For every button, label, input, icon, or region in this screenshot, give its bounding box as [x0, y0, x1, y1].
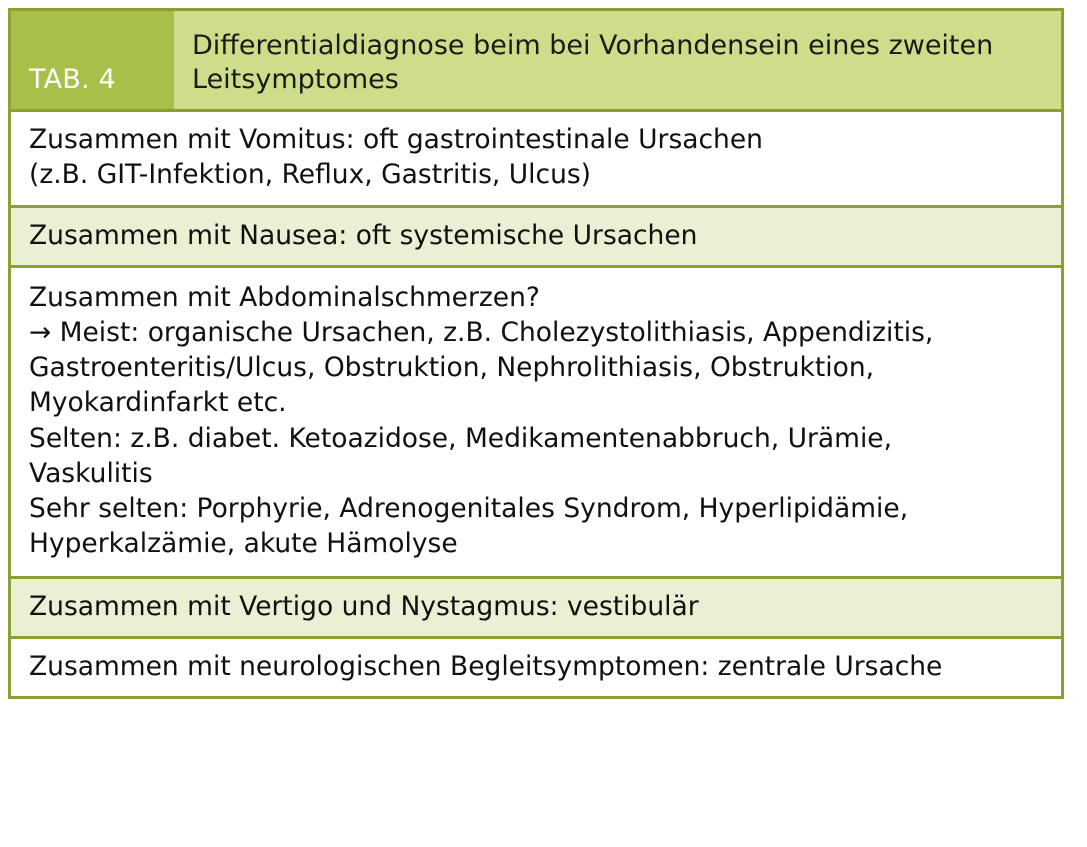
row-line: Zusammen mit neurologischen Begleitsymptomen: zentrale Ursache	[29, 650, 943, 682]
row-line: Zusammen mit Vomitus: oft gastrointestinale Ursachen	[29, 124, 763, 156]
table-title: Differentialdiagnose beim bei Vorhandensein eines zweiten Leitsymptomes	[174, 11, 1061, 109]
table-row	[11, 639, 1061, 696]
differential-diagnosis-table	[8, 8, 1064, 699]
table-row	[11, 268, 1061, 579]
table-number-label: TAB. 4	[11, 11, 174, 109]
row-line: (z.B. GIT-Infektion, Reflux, Gastritis, Ulcus)	[29, 159, 592, 191]
table-header-row	[11, 11, 1061, 112]
row-line: Vaskulitis	[29, 457, 153, 489]
row-line: → Meist: organische Ursachen, z.B. Cholezystolithiasis, Appendizitis,	[29, 316, 934, 348]
table-row	[11, 208, 1061, 268]
table-row	[11, 579, 1061, 639]
row-line: Selten: z.B. diabet. Ketoazidose, Medikamentenabbruch, Urämie,	[29, 422, 893, 454]
row-line: Sehr selten: Porphyrie, Adrenogenitales Syndrom, Hyperlipidämie,	[29, 493, 909, 525]
row-line: Hyperkalzämie, akute Hämolyse	[29, 528, 458, 560]
table-row	[11, 112, 1061, 207]
row-line: Gastroenteritis/Ulcus, Obstruktion, Nephrolithiasis, Obstruktion,	[29, 352, 875, 384]
row-line: Zusammen mit Vertigo und Nystagmus: vestibulär	[29, 590, 699, 622]
row-line: Zusammen mit Abdominalschmerzen?	[29, 281, 540, 313]
row-line: Zusammen mit Nausea: oft systemische Ursachen	[29, 219, 698, 251]
row-line: Myokardinfarkt etc.	[29, 387, 287, 419]
